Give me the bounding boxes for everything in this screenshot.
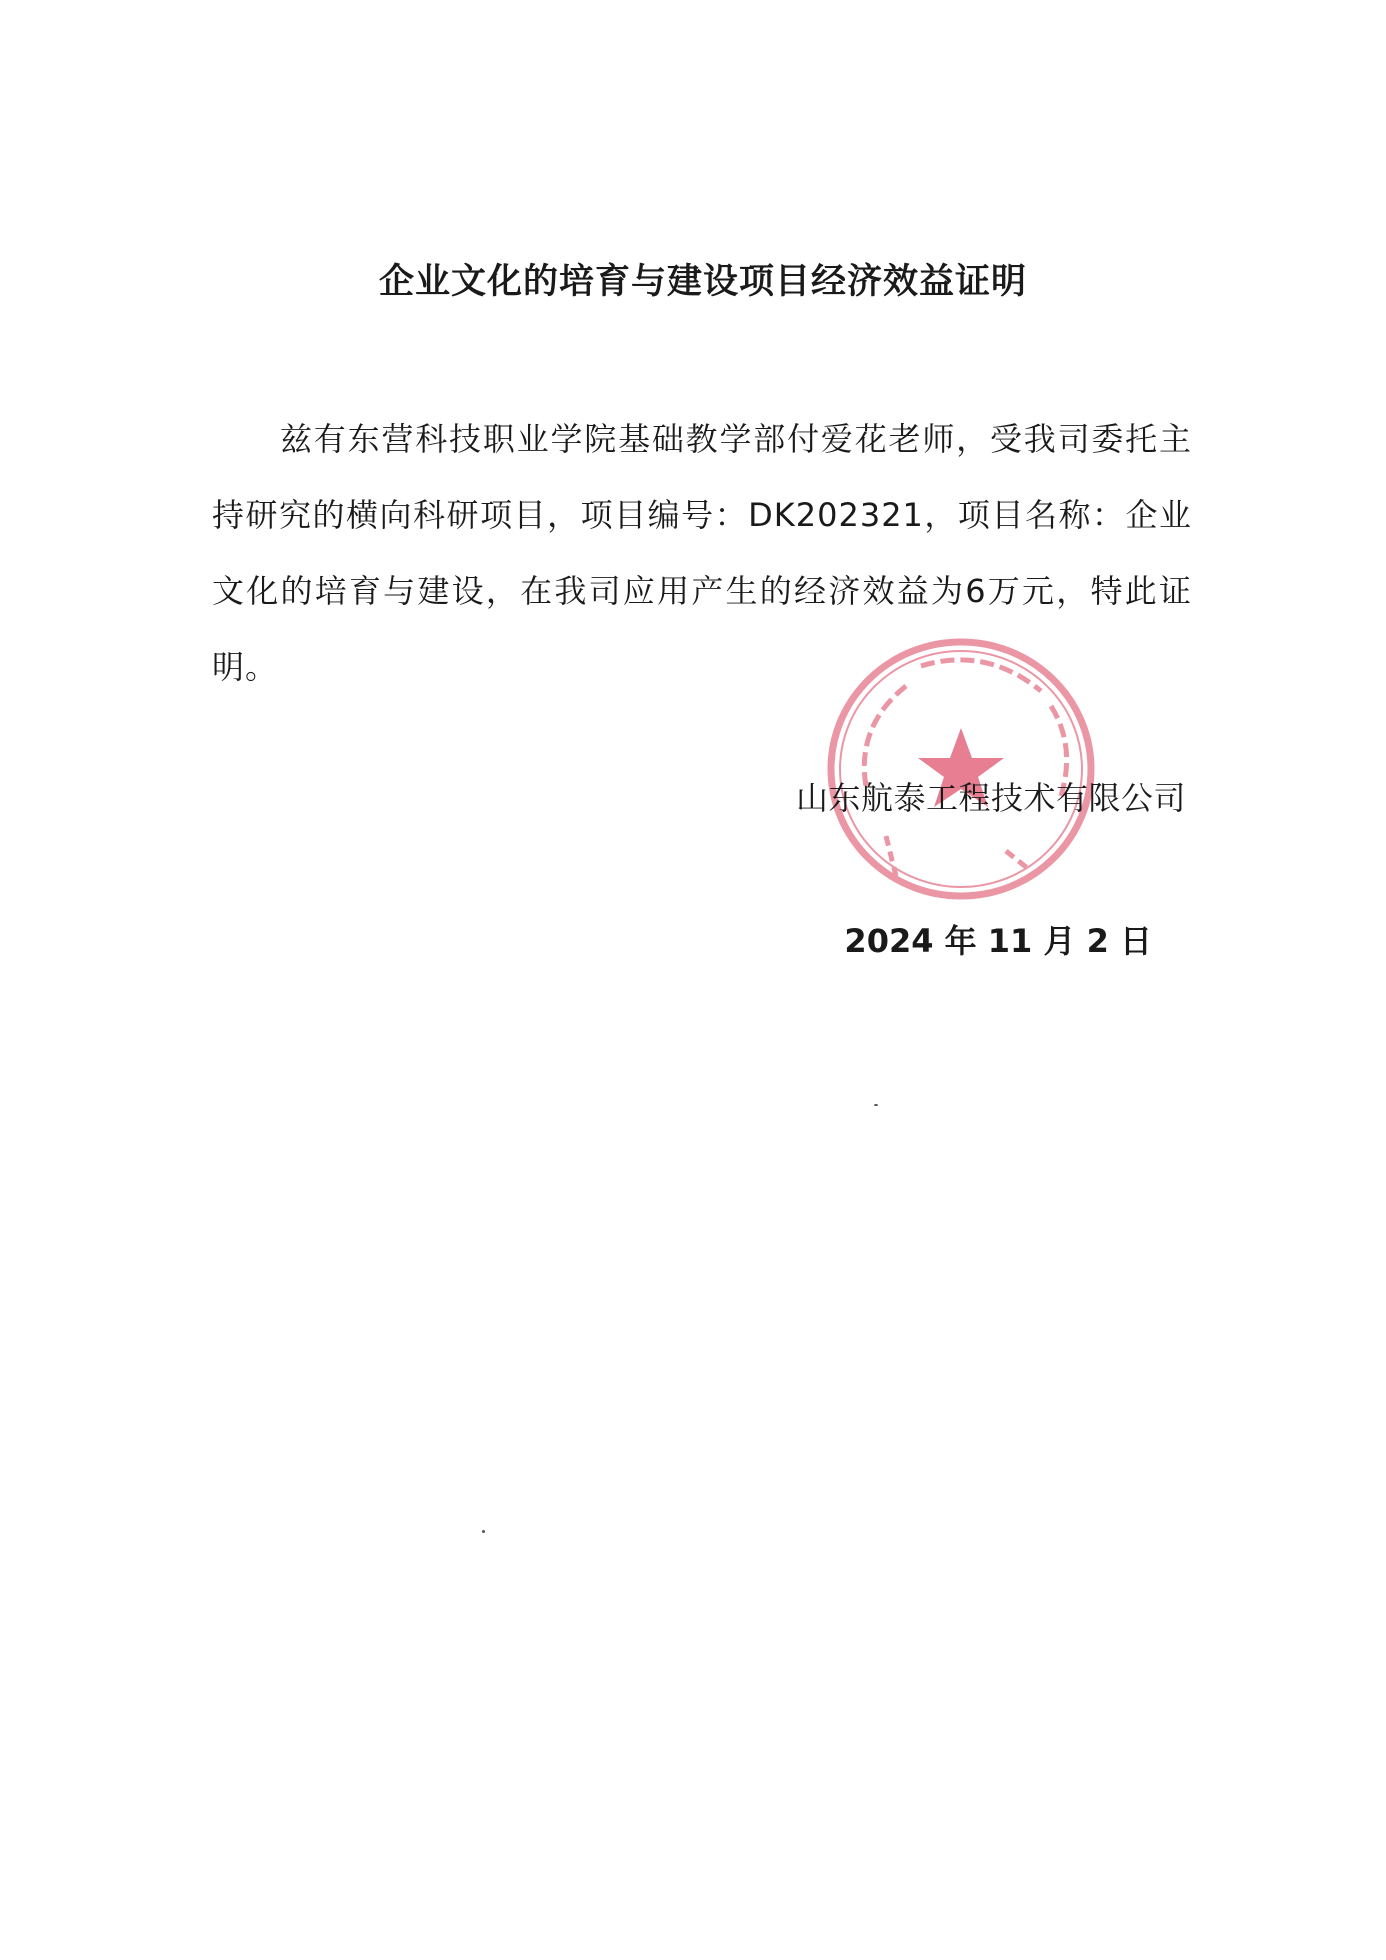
seal-text-arc-left xyxy=(864,686,906,786)
scan-speck xyxy=(874,1104,878,1106)
company-name: 山东航泰工程技术有限公司 xyxy=(795,779,1186,817)
document-title: 企业文化的培育与建设项目经济效益证明 xyxy=(378,262,1027,302)
document-body: 兹有东营科技职业学院基础教学部付爱花老师，受我司委托主持研究的横向科研项目，项目编号：DK202321，项目名称：企业文化的培育与建设，在我司应用产生的经济效益为6万元，特此证明。 xyxy=(212,420,1192,686)
seal-graphic xyxy=(826,636,1096,902)
seal-text-arc-top xyxy=(921,660,1041,691)
document-date: 2024 年 11 月 2 日 xyxy=(844,922,1152,960)
scan-speck xyxy=(482,1530,485,1533)
company-seal xyxy=(826,636,1096,902)
